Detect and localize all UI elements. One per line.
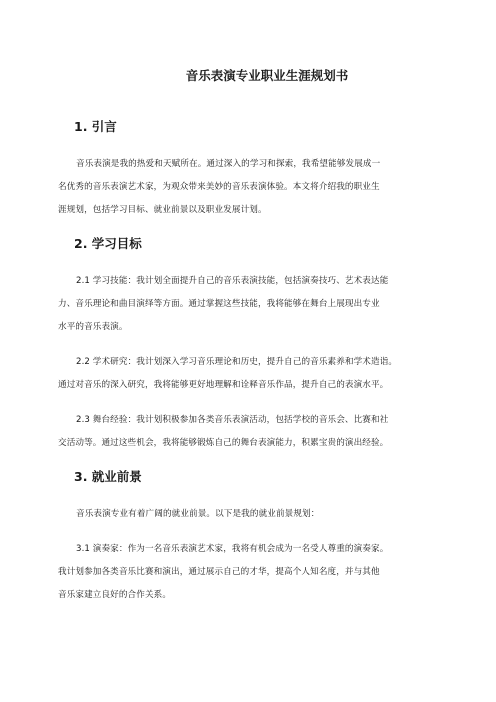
paragraph-line: 我计划参加各类音乐比赛和演出，通过展示自己的才华，提高个人知名度，并与其他 <box>58 567 380 577</box>
paragraph-line: 2.2 学术研究：我计划深入学习音乐理论和历史，提升自己的音乐素养和学术造诣。 <box>76 357 398 367</box>
paragraph-line: 交活动等。通过这些机会，我将能够锻炼自己的舞台表演能力，积累宝贵的演出经验。 <box>58 438 389 448</box>
section-heading: 2. 学习目标 <box>74 236 142 251</box>
paragraph-line: 水平的音乐表演。 <box>58 322 128 332</box>
paragraph-line: 2.1 学习技能：我计划全面提升自己的音乐表演技能，包括演奏技巧、艺术表达能 <box>76 276 389 286</box>
section-introduction <box>58 117 466 222</box>
paragraph <box>58 270 466 339</box>
section-learning-goals <box>58 234 466 455</box>
paragraph <box>58 409 466 455</box>
paragraph-line: 3.1 演奏家：作为一名音乐表演艺术家，我将有机会成为一名受人尊重的演奏家。 <box>76 544 389 554</box>
paragraph <box>58 538 466 607</box>
section-heading: 1. 引言 <box>74 119 117 134</box>
paragraph <box>58 351 466 397</box>
section-heading: 3. 就业前景 <box>74 469 142 484</box>
paragraph-line: 涯规划，包括学习目标、就业前景以及职业发展计划。 <box>58 205 267 215</box>
section-employment-prospects <box>58 467 466 607</box>
paragraph-line: 音乐表演专业有着广阔的就业前景。以下是我的就业前景规划： <box>76 509 320 519</box>
paragraph-line: 名优秀的音乐表演艺术家，为观众带来美妙的音乐表演体验。本文将介绍我的职业生 <box>58 182 380 192</box>
paragraph <box>58 503 466 526</box>
document-title: 音乐表演专业职业生涯规划书 <box>185 68 349 83</box>
paragraph-line: 音乐家建立良好的合作关系。 <box>58 590 172 600</box>
paragraph-line: 音乐表演是我的热爱和天赋所在。通过深入的学习和探索，我希望能够发展成一 <box>76 159 381 169</box>
paragraph-line: 力、音乐理论和曲目演绎等方面。通过掌握这些技能，我将能够在舞台上展现出专业 <box>58 299 380 309</box>
paragraph-line: 2.3 舞台经验：我计划积极参加各类音乐表演活动，包括学校的音乐会、比赛和社 <box>76 415 389 425</box>
paragraph <box>58 153 466 222</box>
paragraph-line: 通过对音乐的深入研究，我将能够更好地理解和诠释音乐作品，提升自己的表演水平。 <box>58 380 389 390</box>
